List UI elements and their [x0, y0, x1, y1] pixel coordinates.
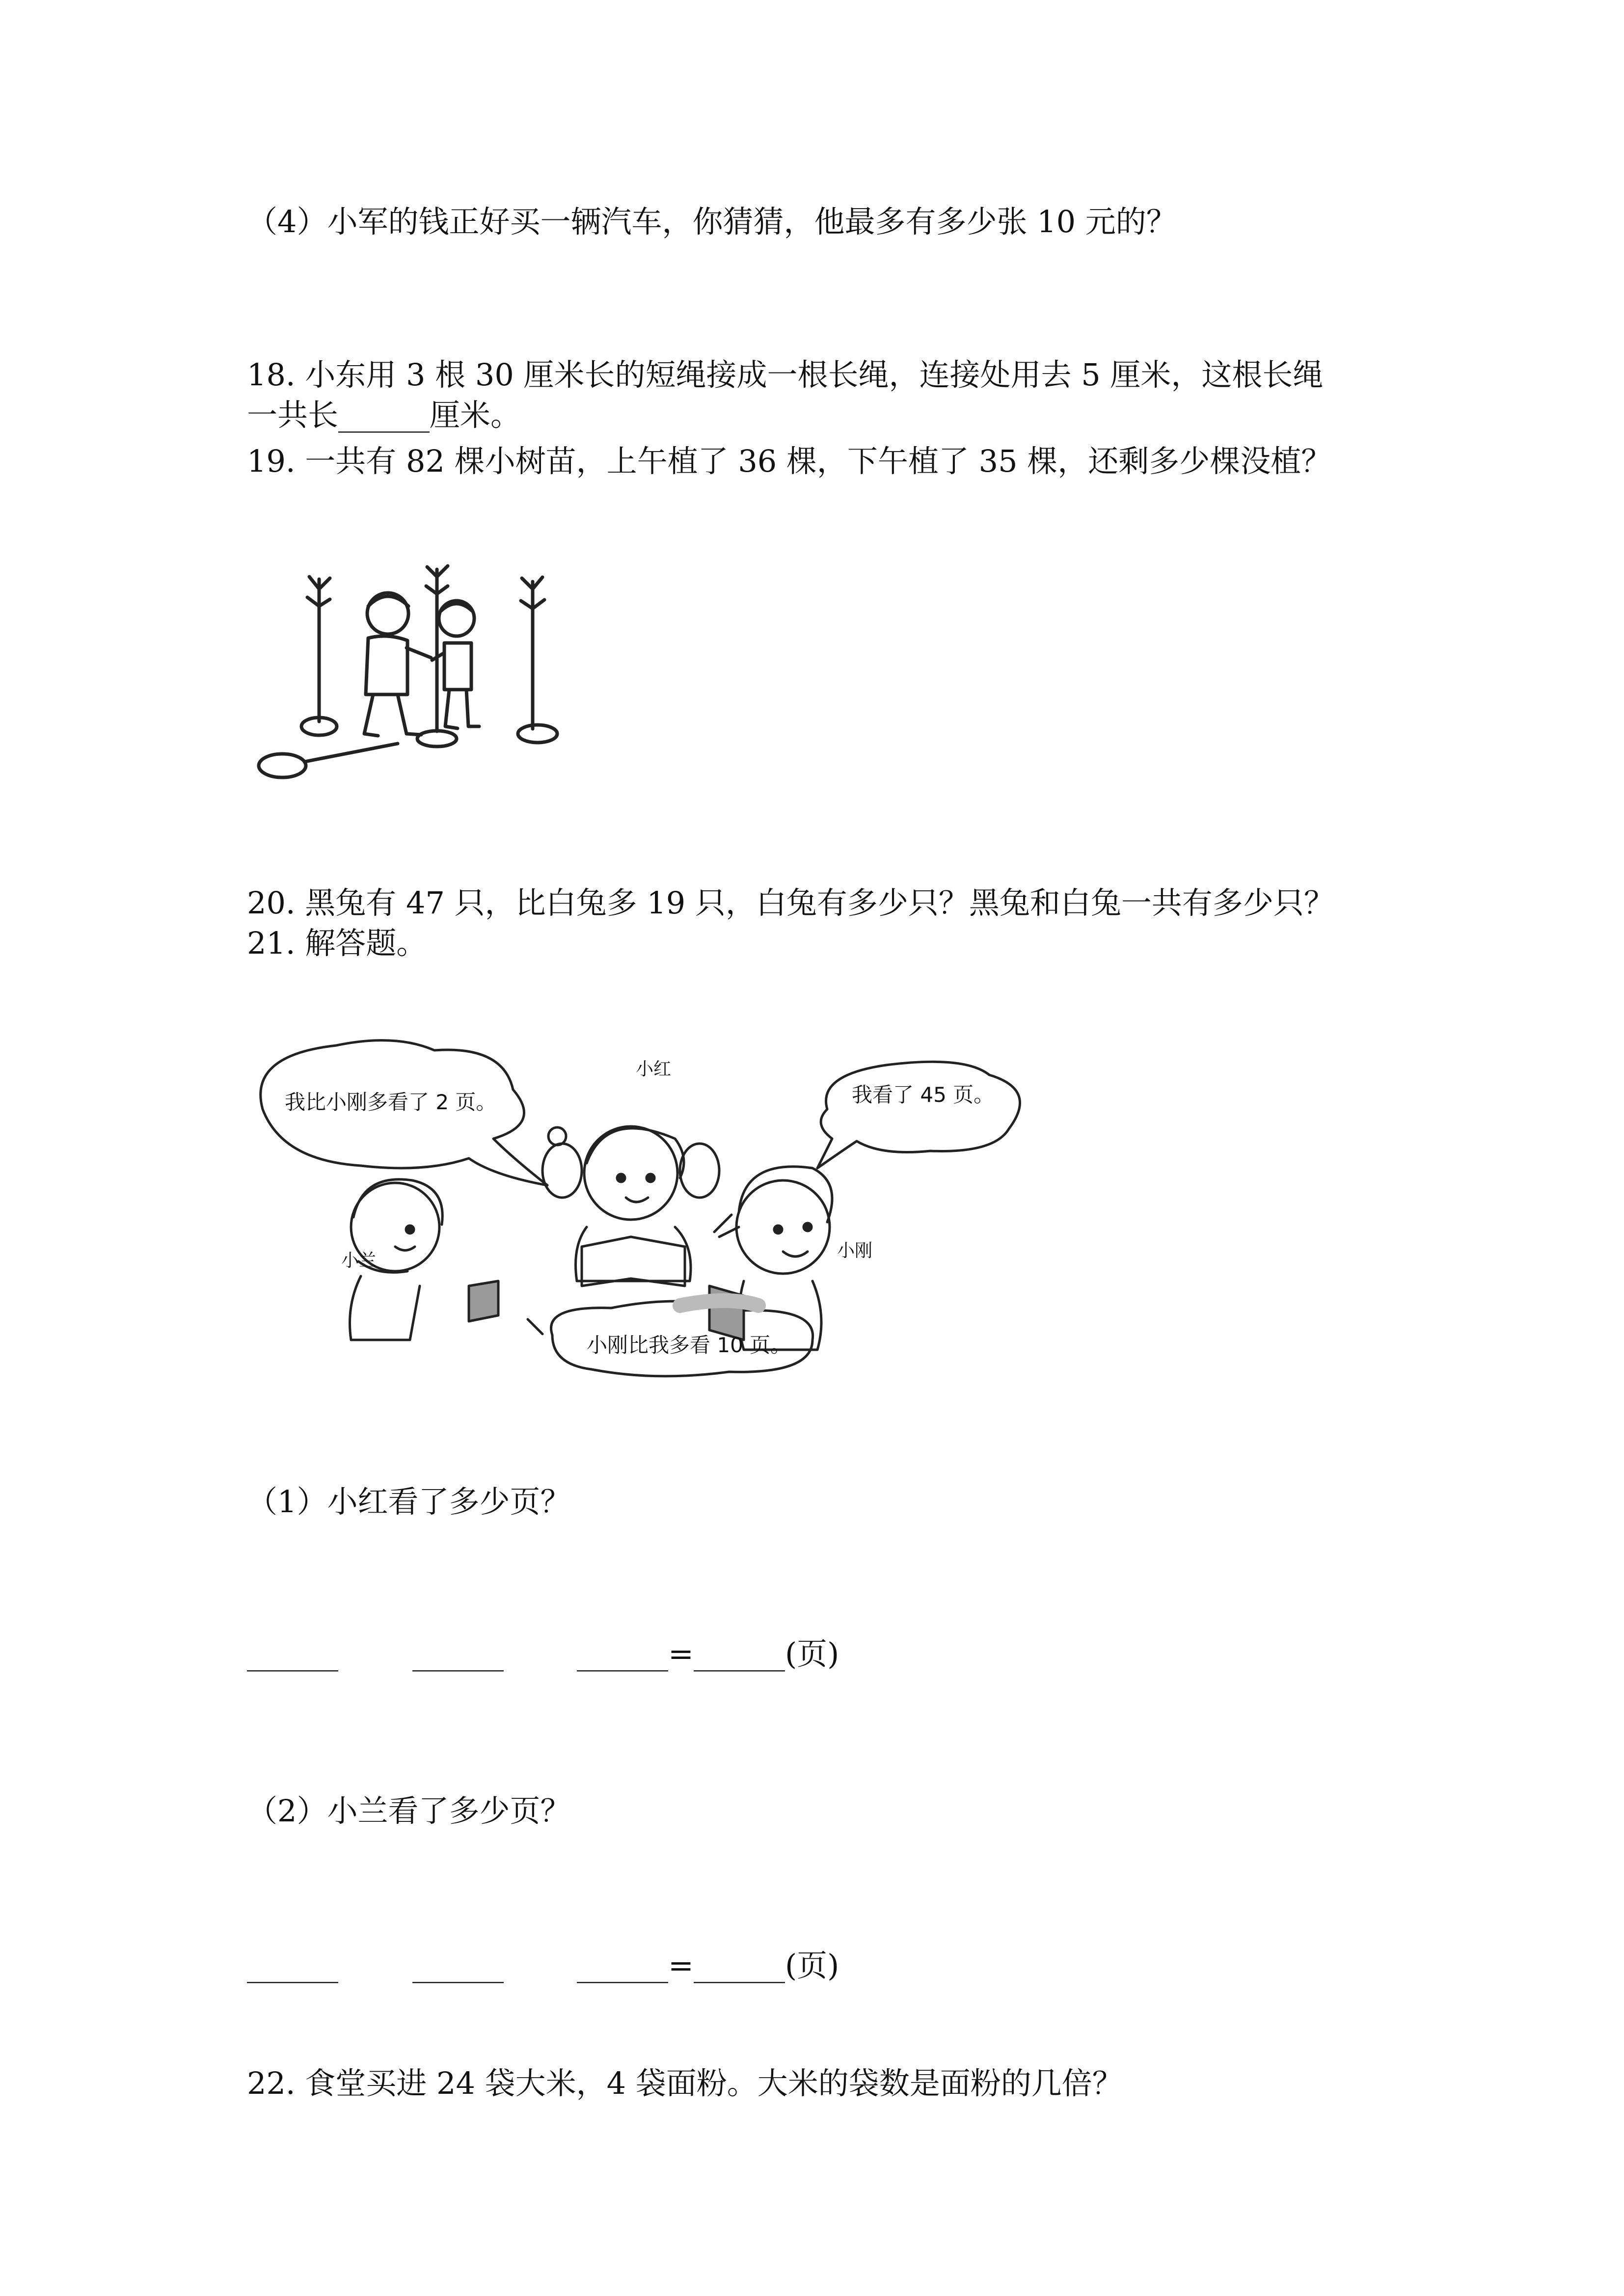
answer-blank-2a[interactable]: ______ — [247, 1948, 338, 1983]
question-21-sub-2: （2）小兰看了多少页？ — [247, 1793, 571, 1829]
question-21-title: 21. 解答题。 — [247, 925, 427, 961]
question-18-line-2: 一共长______厘米。 — [247, 397, 521, 433]
name-label-xiaolan: 小兰 — [341, 1251, 377, 1271]
answer-blank-1c[interactable]: ______=______(页) — [577, 1636, 839, 1672]
question-20: 20. 黑兔有 47 只，比白兔多 19 只，白兔有多少只？黑兔和白兔一共有多少只？ — [247, 885, 1334, 921]
bubble-right-text: 我看了 45 页。 — [852, 1083, 995, 1107]
question-17-part-4: （4）小军的钱正好买一辆汽车，你猜猜，他最多有多少张 10 元的？ — [247, 204, 1177, 240]
answer-blank-1b[interactable]: ______ — [412, 1636, 504, 1672]
question-19: 19. 一共有 82 棵小树苗，上午植了 36 棵，下午植了 35 棵，还剩多少棵没植？ — [247, 443, 1332, 479]
bubble-bottom-text: 小刚比我多看 10 页。 — [587, 1333, 791, 1357]
question-18-line-1: 18. 小东用 3 根 30 厘米长的短绳接成一根长绳，连接处用去 5 厘米，这根长绳 — [247, 357, 1324, 393]
question-22: 22. 食堂买进 24 袋大米，4 袋面粉。大米的袋数是面粉的几倍？ — [247, 2065, 1123, 2101]
name-label-xiaohong: 小红 — [636, 1059, 672, 1079]
tree-planting-illustration — [250, 560, 584, 795]
reading-children-illustration — [248, 1031, 1033, 1399]
name-label-xiaogang: 小刚 — [837, 1241, 873, 1261]
answer-blank-2b[interactable]: ______ — [412, 1948, 504, 1983]
child-xiaogang — [736, 1180, 830, 1274]
bubble-left-text: 我比小刚多看了 2 页。 — [285, 1090, 497, 1114]
answer-blank-2c[interactable]: ______=______(页) — [577, 1948, 839, 1983]
answer-blank-1a[interactable]: ______ — [247, 1636, 338, 1672]
speech-bubble-right — [817, 1062, 1020, 1168]
question-21-sub-1: （1）小红看了多少页？ — [247, 1484, 571, 1520]
child-xiaohong — [584, 1126, 677, 1220]
